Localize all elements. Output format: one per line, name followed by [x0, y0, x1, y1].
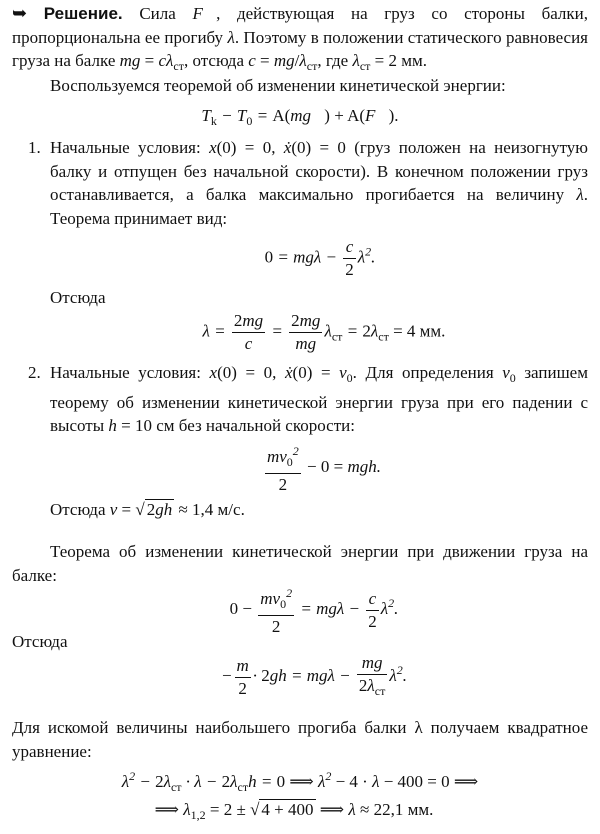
case2-theorem-text: Теорема об изменении кинетической энергии при движении груза на балке:: [12, 542, 588, 585]
case1-hence: Отсюда: [50, 288, 106, 307]
case2-equation-4: $\lambda^2 - 2\lambda_{ст} \cdot \lambda - 2\lambda_{ст}h = 0$ ⟹ $\lambda^2 - 4 \cdot \lambda - 400 = 0$ ⟹: [121, 769, 479, 794]
solution-heading: Решение.: [43, 4, 123, 23]
case2-equation-5: ⟹ $\lambda_{1,2} = 2$ ± √ 4 + 400 ⟹ λ ≈ 22,1 мм.: [154, 800, 434, 822]
case1-equation-1: 0 = mgλ − $\frac{c}{2}$ $\lambda^2$.: [264, 237, 376, 279]
case2-equation-3: − $\frac{m}{2}$ · 2gh = mgλ − $\frac{mg}{2\lambda_{ст}}$ $\lambda^2$.: [221, 653, 407, 698]
case2-velocity: Отсюда v = √ 2gh ≈ 1,4 м/с.: [50, 500, 245, 519]
solution-intro: ➥ Решение. Сила F⃗, действующая на груз со стороны балки, пропорциональна ее прогибу λ. Поэтому в положении статического равновесия груза на балке mg = $c\lambda_{ст}$, отсюда $c = mg/\lambda_{ст}$, где $\lambda_{ст} = 2$ мм.: [12, 3, 589, 73]
case1-text: Начальные условия: x(0) = 0, ẋ(0) = 0 (груз положен на неизогнутую балку и отпущен без начальной скорости). В конечном положении груз останавливается, а балка максимально прогибается на величину λ. Теорема принимает вид:: [50, 138, 588, 228]
theorem-equation: $T_k - T_0$ = A(mg⃗) + A(F⃗).: [201, 106, 399, 128]
case2-hence: Отсюда: [12, 632, 68, 651]
case2-equation-1: $\frac{mv_0^2}{2}$ − 0 = mgh.: [22, 440, 600, 496]
case2-equation-2: 0 − $\frac{mv_0^2}{2}$ = mgλ − $\frac{c}{2}$ $\lambda^2$.: [14, 582, 600, 638]
arrow-icon: ➥: [12, 3, 28, 24]
case2-number: 2.: [28, 363, 41, 382]
theorem-lead: Воспользуемся теоремой об изменении кинетической энергии:: [50, 76, 506, 95]
case1-number: 1.: [28, 138, 41, 157]
case2-quadratic-text: Для искомой величины наибольшего прогиба балки λ получаем квадратное уравнение:: [12, 718, 588, 761]
case1-equation-2: λ = $\frac{2mg}{c}$ = $\frac{2mg}{mg}$ $\lambda_{ст} = 2\lambda_{ст} = 4$ мм.: [202, 311, 446, 353]
case2-text: Начальные условия: x(0) = 0, ẋ(0) = $v_0$. Для определения $v_0$ запишем теорему об изменении кинетической энергии груза при его падении с высоты h = 10 см без начальной скорости:: [50, 363, 588, 435]
